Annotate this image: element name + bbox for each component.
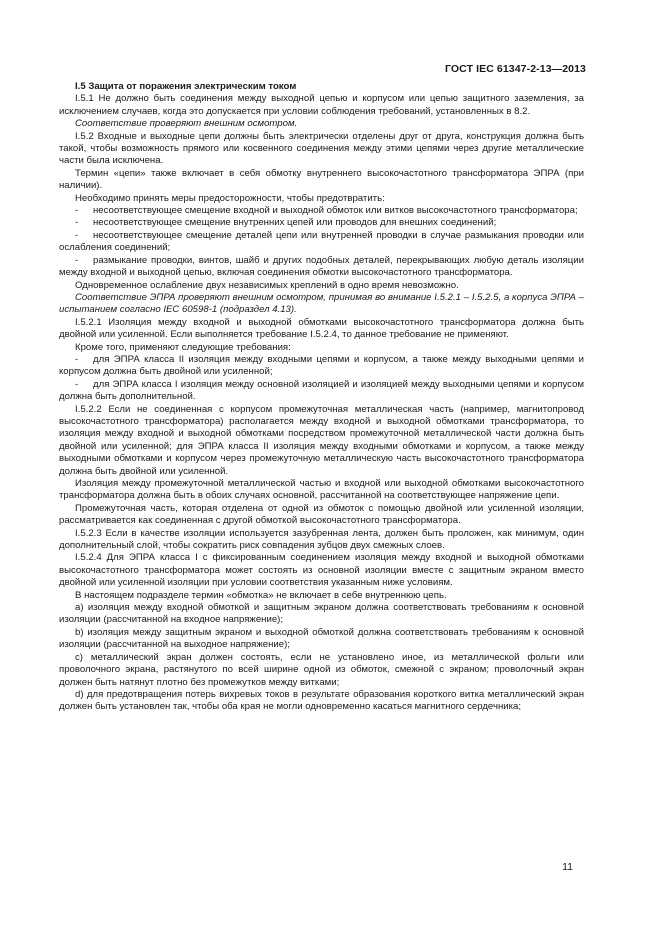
dash-list-item xyxy=(59,255,584,280)
body-paragraph: b) изоляция между защитным экраном и выходной обмоткой должна соответствовать требованиям к основной изоляции (рассчитанной на выходное напряжение); xyxy=(59,626,584,651)
body-paragraph: I.5.1 Не должно быть соединения между выходной цепью и корпусом или цепью защитного заземления, за исключением случаев, когда это допускается при условии соблюдения требований, установленных в 8.2. xyxy=(59,93,584,117)
body-paragraph: Промежуточная часть, которая отделена от одной из обмоток с помощью двойной или усиленной изоляции, рассматривается как соединенная с другой обмоткой высокочастотного трансформатора. xyxy=(59,502,584,527)
body-paragraph: I.5.2.1 Изоляция между входной и выходной обмотками высокочастотного трансформатора должна быть двойной или усиленной. Если выполняется требование I.5.2.4, то данное требование не применяют. xyxy=(59,316,584,341)
list-item-text: несоответствующее смещение деталей цепи или внутренней проводки в случае размыкания проводки или ослабления соединений; xyxy=(59,229,584,254)
body-paragraph: d) для предотвращения потерь вихревых токов в результате образования короткого витка металлический экран должен быть установлен так, чтобы оба края не могли одновременно касаться магнитного сердечника; xyxy=(59,688,584,713)
body-paragraph: I.5.2.2 Если не соединенная с корпусом промежуточная металлическая часть (например, магнитопровод высокочастотного трансформатора) располагается между входной и выходной обмотками трансформатора, то изоляция между входной и выходной обмотками посредством промежуточной металлической части должна быть двойной или усиленной; для ЭПРА класса II изоляция между входными обмотками и корпусом, а также между выходными обмотками и корпусом через промежуточную металлическую часть высокочастотного трансформатора должна быть двойной или усиленной. xyxy=(59,403,584,477)
list-dash-marker: - xyxy=(75,229,79,241)
dash-list-item xyxy=(59,354,584,379)
dash-list-item xyxy=(59,205,584,217)
body-paragraph: Кроме того, применяют следующие требования: xyxy=(75,341,291,353)
body-paragraph: Необходимо принять меры предосторожности, чтобы предотвратить: xyxy=(75,192,385,204)
dash-list-item xyxy=(59,217,584,229)
body-paragraph: c) металлический экран должен состоять, если не установлено иное, из металлической фольги или проволочного экрана, растянутого по всей ширине одной из обмоток, смежной с экраном; проволочный экран должен быть натянут плотно без промежутков между витками; xyxy=(59,651,584,688)
body-paragraph: Термин «цепи» также включает в себя обмотку внутреннего высокочастотного трансформатора ЭПРА (при наличии). xyxy=(59,167,584,192)
list-dash-marker: - xyxy=(75,378,79,390)
list-item-text: для ЭПРА класса I изоляция между основной изоляцией и изоляцией между выходными цепями и корпусом должна быть дополнительной. xyxy=(59,378,584,403)
body-paragraph: a) изоляция между входной обмоткой и защитным экраном должна соответствовать требованиям к основной изоляции (рассчитанной на входное напряжение); xyxy=(59,602,584,626)
list-dash-marker: - xyxy=(75,353,79,365)
dash-list-item xyxy=(59,230,584,255)
list-item-text: несоответствующее смещение внутренних цепей или проводов для внешних соединений; xyxy=(93,217,497,229)
dash-list-item xyxy=(59,379,584,404)
body-paragraph: Изоляция между промежуточной металлической частью и входной или выходной обмотками высокочастотного трансформатора должна быть в обоих случаях основной, рассчитанной на соответствующее напряжение цепи. xyxy=(59,478,584,502)
section-heading: I.5 Защита от поражения электрическим током xyxy=(75,81,297,92)
list-dash-marker: - xyxy=(75,217,79,229)
body-paragraph: В настоящем подразделе термин «обмотка» не включает в себе внутреннюю цепь. xyxy=(75,589,447,601)
page-number: 11 xyxy=(562,861,573,873)
body-paragraph: I.5.2.4 Для ЭПРА класса I с фиксированным соединением изоляция между входной и выходной обмотками высокочастотного трансформатора может состоять из основной изоляции вместе с защитным экраном вместо двойной или усиленной изоляции при условии соответствия указанным ниже условиям. xyxy=(59,552,584,589)
body-paragraph: I.5.2 Входные и выходные цепи должны быть электрически отделены друг от друга, конструкция должна быть такой, чтобы возможность прямого или косвенного соединения между этими цепями через другие металлические части была исключена. xyxy=(59,130,584,167)
list-dash-marker: - xyxy=(75,254,79,266)
list-item-text: несоответствующее смещение входной и выходной обмоток или витков высокочастотного трансформатора; xyxy=(93,205,578,217)
list-dash-marker: - xyxy=(75,205,79,217)
standard-header: ГОСТ IEC 61347-2-13—2013 xyxy=(444,63,586,75)
document-body xyxy=(59,81,584,714)
compliance-note: Соответствие проверяют внешним осмотром. xyxy=(75,118,298,130)
body-paragraph: Одновременное ослабление двух независимых креплений в одно время невозможно. xyxy=(75,279,459,291)
body-paragraph: I.5.2.3 Если в качестве изоляции используется зазубренная лента, должен быть проложен, как минимум, один дополнительный слой, чтобы сократить риск совпадения зубцов двух смежных слоев. xyxy=(59,527,584,552)
compliance-note: Соответствие ЭПРА проверяют внешним осмотром, принимая во внимание I.5.2.1 – I.5.2.5, а корпуса ЭПРА – испытанием согласно IEC 60598-1 (подраздел 4.13). xyxy=(59,291,584,316)
list-item-text: размыкание проводки, винтов, шайб и других подобных деталей, перекрывающих любую деталь изоляции между входной и выходной цепью, включая соединения обмотки высокочастотного трансформатора. xyxy=(59,254,584,279)
list-item-text: для ЭПРА класса II изоляция между входными цепями и корпусом, а также между выходными цепями и корпусом должна быть двойной или усиленной; xyxy=(59,353,584,378)
